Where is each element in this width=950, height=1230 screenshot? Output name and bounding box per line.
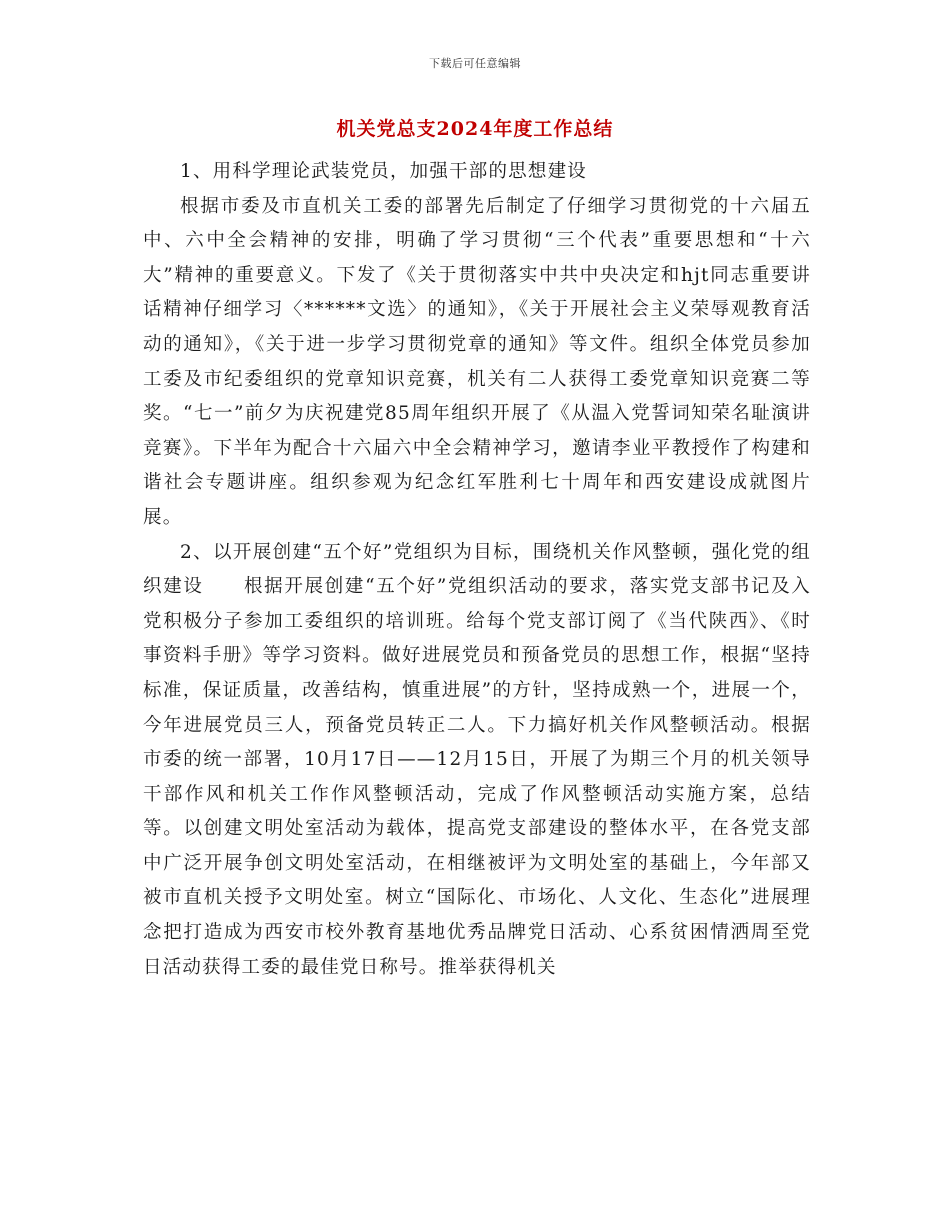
section-1-heading: 1、用科学理论武装党员，加强干部的思想建设 bbox=[180, 161, 587, 182]
document-title: 机关党总支2024年度工作总结 bbox=[336, 118, 614, 140]
section-2-paragraph: 2、以开展创建“五个好”党组织为目标，围绕机关作风整顿，强化党的组织建设 根据开展创建“五个好”党组织活动的要求，落实党支部书记及入党积极分子参加工委组织的培训班。给每个党支部订阅了《当代陕西》、《时事资料手册》等学习资料。做好进展党员和预备党员的思想工作，根据“坚持标准，保证质量，改善结构，慎重进展”的方针，坚持成熟一个，进展一个，今年进展党员三人，预备党员转正二人。下力搞好机关作风整顿活动。根据市委的统一部署，10月17日——12月15日，开展了为期三个月的机关领导干部作风和机关工作作风整顿活动，完成了作风整顿活动实施方案，总结等。以创建文明处室活动为载体，提高党支部建设的整体水平，在各党支部中广泛开展争创文明处室活动，在相继被评为文明处室的基础上，今年部又被市直机关授予文明处室。树立“国际化、市场化、人文化、生态化”进展理念把打造成为西安市校外教育基地优秀品牌党日活动、心系贫困情洒周至党日活动获得工委的最佳党日称号。推举获得机关 bbox=[143, 541, 811, 978]
document-body bbox=[143, 155, 811, 985]
section-1-paragraph: 根据市委及市直机关工委的部署先后制定了仔细学习贯彻党的十六届五中、六中全会精神的安排，明确了学习贯彻“三个代表”重要思想和“十六大”精神的重要意义。下发了《关于贯彻落实中共中央决定和hjt同志重要讲话精神仔细学习〈******文选〉的通知》，《关于开展社会主义荣辱观教育活动的通知》，《关于进一步学习贯彻党章的通知》等文件。组织全体党员参加工委及市纪委组织的党章知识竞赛，机关有二人获得工委党章知识竞赛二等奖。“七一”前夕为庆祝建党85周年组织开展了《从温入党誓词知荣名耻演讲竞赛》。下半年为配合十六届六中全会精神学习，邀请李业平教授作了构建和谐社会专题讲座。组织参观为纪念红军胜利七十周年和西安建设成就图片展。 bbox=[143, 195, 811, 528]
header-note: 下载后可任意编辑 bbox=[429, 57, 521, 70]
